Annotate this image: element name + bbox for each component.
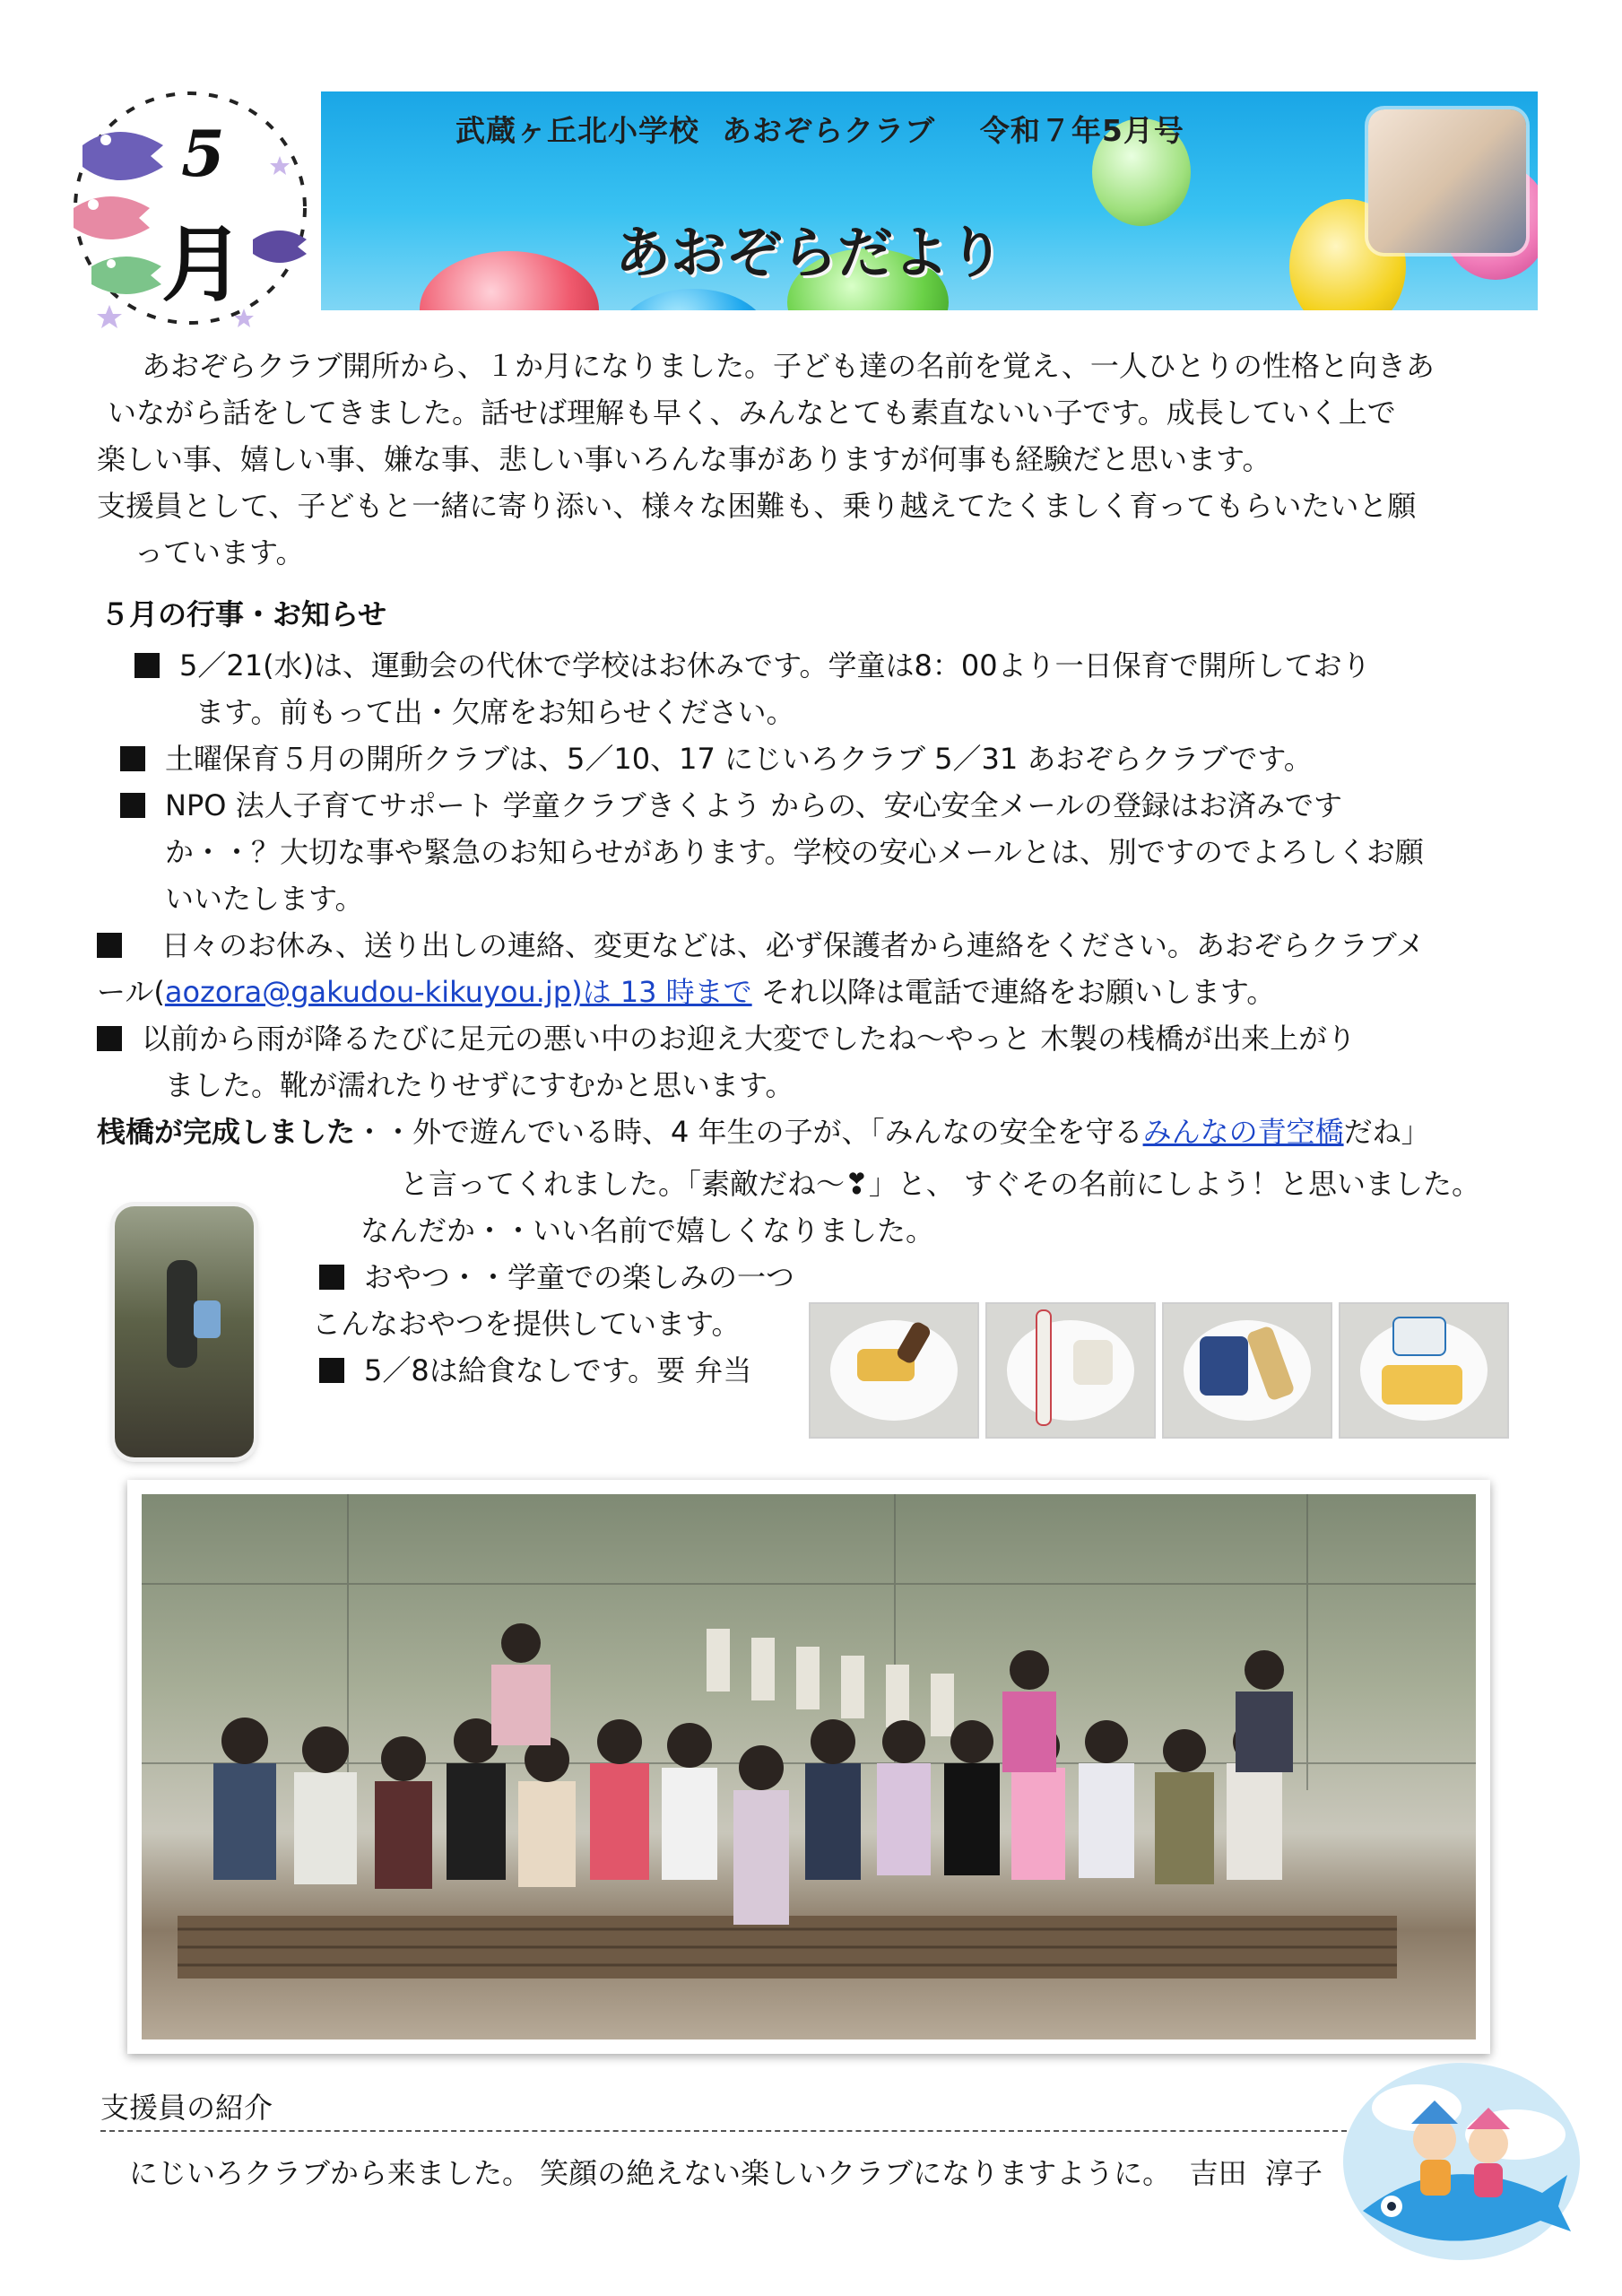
square-bullet-icon xyxy=(319,1265,344,1290)
month-number: 5 xyxy=(181,117,225,191)
bridge-line: なんだか・・いい名前で嬉しくなりました。 xyxy=(360,1213,935,1248)
events-heading: ５月の行事・お知らせ xyxy=(100,597,387,631)
intro-line: あおぞらクラブ開所から、１か月になりました。子ども達の名前を覚え、一人ひとりの性格と向きあ xyxy=(142,349,1435,383)
school-line: 武蔵ヶ丘北小学校 あおぞらクラブ 令和７年5月号 xyxy=(455,113,1184,148)
event-item-4-cont: ール(aozora@gakudou-kikuyou.jp)は 13 時まで それ以降は電話で連絡をお願いします。 xyxy=(97,975,1276,1009)
snack-photo-1 xyxy=(809,1302,979,1439)
event-item-4: 日々のお休み、送り出しの連絡、変更などは、必ず保護者から連絡をください。あおぞらクラブメ xyxy=(97,922,1425,969)
children-puzzle-photo xyxy=(1368,109,1526,253)
group-photo xyxy=(127,1480,1490,2054)
staff-heading: 支援員の紹介 xyxy=(100,2085,1347,2132)
bridge-walkway-photo xyxy=(115,1206,254,1457)
snack-photo-2 xyxy=(985,1302,1156,1439)
bridge-line: と言ってくれました。「素敵だね～❣」と、 すぐその名前にしよう！と思いました。 xyxy=(400,1167,1480,1201)
snack-item-1: おやつ・・学童での楽しみの一つ xyxy=(319,1254,794,1300)
bridge-heading: 桟橋が完成しました xyxy=(97,1115,356,1149)
intro-paragraph xyxy=(97,343,1549,576)
carp-rider-icon xyxy=(1336,2054,1587,2269)
event-item-1-cont: ます。前もって出・欠席をお知らせください。 xyxy=(195,695,795,729)
event-item-5-cont: ました。靴が濡れたりせずにすむかと思います。 xyxy=(165,1068,794,1102)
intro-line: いながら話をしてきました。話せば理解も早く、みんなとても素直ないい子です。成長していく上で xyxy=(108,396,1396,430)
bridge-paragraph: 桟橋が完成しました・・外で遊んでいる時、4 年生の子が、「みんなの安全を守るみんなの青空橋だね」 xyxy=(97,1115,1430,1149)
month-kanji: 月 xyxy=(161,216,245,313)
square-bullet-icon xyxy=(134,653,160,678)
snack-photo-3 xyxy=(1162,1302,1332,1439)
bridge-name-link: みんなの青空橋 xyxy=(1142,1115,1344,1149)
header-banner xyxy=(321,91,1538,310)
newsletter-title: あおぞらだより xyxy=(615,220,1005,285)
square-bullet-icon xyxy=(120,793,145,818)
snack-line: こんなおやつを提供しています。 xyxy=(312,1307,741,1341)
child-figure xyxy=(167,1260,197,1368)
deadline-note: )は 13 時まで xyxy=(571,975,752,1009)
kids-on-carp-illustration xyxy=(1336,2054,1587,2269)
backpack xyxy=(194,1300,221,1338)
square-bullet-icon xyxy=(319,1358,344,1383)
event-item-1: 5／21(水)は、運動会の代休で学校はお休みです。学童は8：00より一日保育で開所しており xyxy=(134,642,1371,689)
balloon-blue xyxy=(617,289,769,310)
event-item-3-cont: いいたします。 xyxy=(165,882,364,916)
event-item-5: 以前から雨が降るたびに足元の悪い中のお迎え大変でしたね～やっと 木製の桟橋が出来上がり xyxy=(97,1015,1356,1062)
square-bullet-icon xyxy=(97,933,122,958)
month-badge xyxy=(56,74,325,343)
square-bullet-icon xyxy=(97,1026,122,1051)
intro-line: 支援員として、子どもと一緒に寄り添い、様々な困難も、乗り越えてたくましく育ってもらいたいと願 xyxy=(97,489,1417,523)
intro-line: っています。 xyxy=(134,535,305,570)
snack-photo-4 xyxy=(1339,1302,1509,1439)
intro-line: 楽しい事、嬉しい事、嫌な事、悲しい事いろんな事がありますが何事も経験だと思います。 xyxy=(97,442,1271,476)
balloon-red xyxy=(420,251,599,310)
email-link[interactable]: aozora@gakudou-kikuyou.jp xyxy=(164,975,572,1009)
event-item-2: 土曜保育５月の開所クラブは、5／10、17 にじいろクラブ 5／31 あおぞらクラブです。 xyxy=(120,735,1313,782)
snack-item-2: 5／8は給食なしです。要 弁当 xyxy=(319,1347,751,1394)
group-photo-scene xyxy=(142,1494,1476,2039)
event-item-3-cont: か・・？大切な事や緊急のお知らせがあります。学校の安心メールとは、別ですのでよろしくお願 xyxy=(165,835,1424,869)
event-item-3: NPO 法人子育てサポート 学童クラブきくよう からの、安心安全メールの登録はお済みです xyxy=(120,782,1342,829)
staff-message: にじいろクラブから来ました。 笑顔の絶えない楽しいクラブになりますように。 吉田 淳子 xyxy=(129,2156,1323,2190)
square-bullet-icon xyxy=(120,746,145,771)
